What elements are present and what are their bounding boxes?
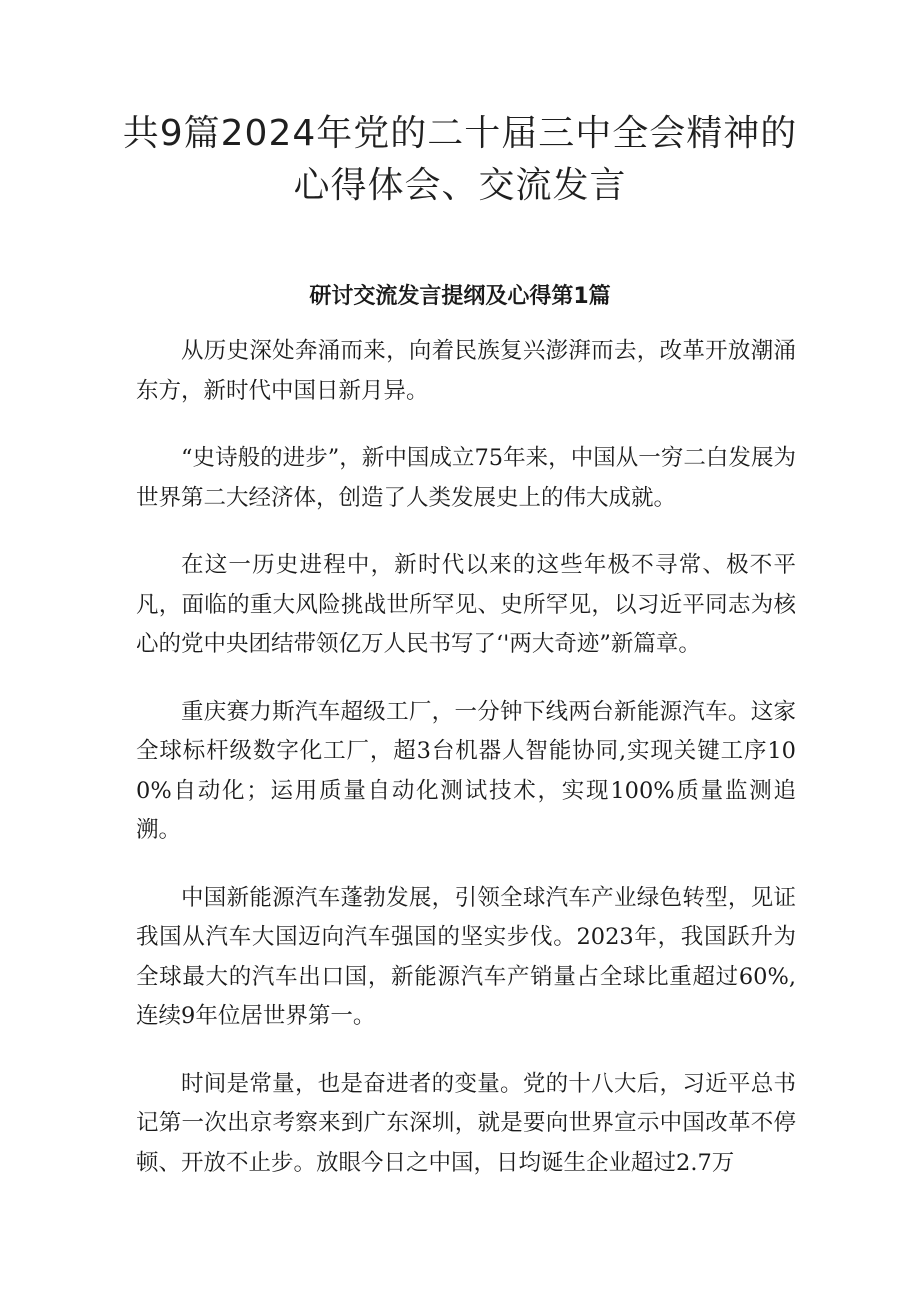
document-title	[120, 108, 800, 212]
paragraph: 重庆赛力斯汽车超级工厂，一分钟下线两台新能源汽车。这家全球标杆级数字化工厂，超3台机器人智能协同,实现关键工序100%自动化；运用质量自动化测试技术，实现100%质量监测追溯。	[136, 698, 796, 843]
paragraph: “史诗般的进步”，新中国成立75年来，中国从一穷二白发展为世界第二大经济体，创造了人类发展史上的伟大成就。	[136, 445, 796, 511]
document-title-line-2: 心得体会、交流发言	[293, 165, 627, 206]
paragraph: 在这一历史进程中，新时代以来的这些年极不寻常、极不平凡，面临的重大风险挑战世所罕见、史所罕见，以习近平同志为核心的党中央团结带领亿万人民书写了‘'两大奇迹”新篇章。	[136, 552, 796, 657]
paragraph: 中国新能源汽车蓬勃发展，引领全球汽车产业绿色转型，见证我国从汽车大国迈向汽车强国的坚实步伐。2023年，我国跃升为全球最大的汽车出口国，新能源汽车产销量占全球比重超过60%,连续9年位居世界第一。	[136, 884, 796, 1029]
section-heading: 研讨交流发言提纲及心得第1篇	[309, 284, 611, 309]
document-title-line-1: 共9篇2024年党的二十届三中全会精神的	[122, 113, 798, 154]
paragraph: 从历史深处奔涌而来，向着民族复兴澎湃而去，改革开放潮涌东方，新时代中国日新月异。	[136, 338, 796, 404]
paragraph: 时间是常量，也是奋进者的变量。党的十八大后，习近平总书记第一次出京考察来到广东深圳，就是要向世界宣示中国改革不停顿、开放不止步。放眼今日之中国，日均诞生企业超过2.7万	[136, 1070, 796, 1176]
document-body	[136, 332, 796, 1211]
